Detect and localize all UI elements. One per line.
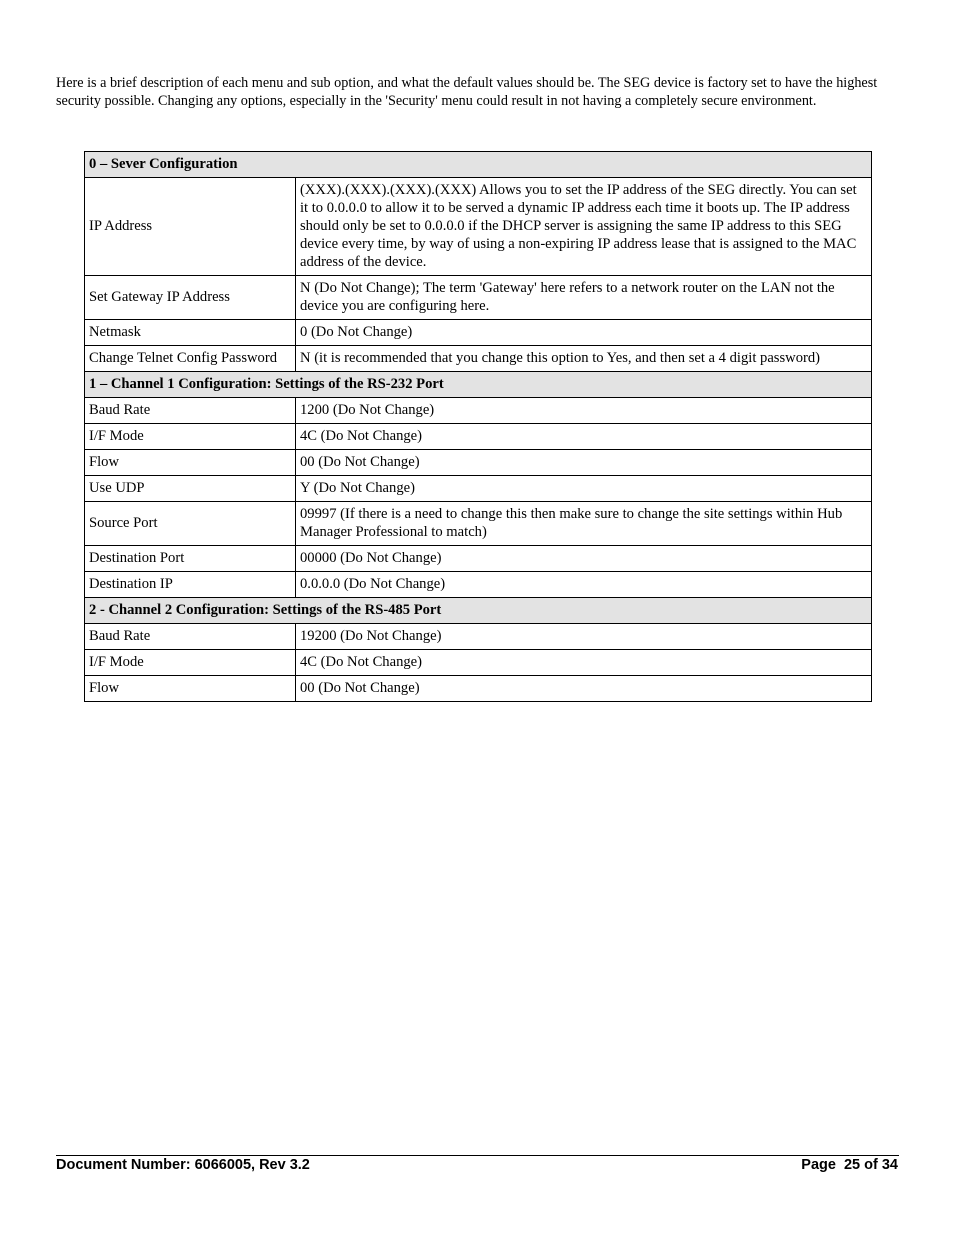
table-row — [85, 502, 872, 546]
setting-value: 19200 (Do Not Change) — [296, 624, 872, 650]
document-number: Document Number: 6066005, Rev 3.2 — [56, 1157, 310, 1173]
footer-divider — [56, 1155, 899, 1156]
setting-label: Source Port — [85, 502, 296, 546]
setting-value: 4C (Do Not Change) — [296, 424, 872, 450]
page-number: Page 25 of 34 — [801, 1157, 898, 1173]
setting-value: Y (Do Not Change) — [296, 476, 872, 502]
section-header-row — [85, 598, 872, 624]
setting-value: 0.0.0.0 (Do Not Change) — [296, 572, 872, 598]
table-row — [85, 650, 872, 676]
table-row — [85, 424, 872, 450]
section-header-row — [85, 152, 872, 178]
configuration-table — [84, 151, 872, 702]
setting-value: 00 (Do Not Change) — [296, 450, 872, 476]
table-row — [85, 624, 872, 650]
setting-label: Netmask — [85, 320, 296, 346]
setting-label: Change Telnet Config Password — [85, 346, 296, 372]
setting-label: Set Gateway IP Address — [85, 276, 296, 320]
table-row — [85, 676, 872, 702]
setting-value: 1200 (Do Not Change) — [296, 398, 872, 424]
setting-value: 00 (Do Not Change) — [296, 676, 872, 702]
setting-label: Flow — [85, 450, 296, 476]
setting-label: Destination Port — [85, 546, 296, 572]
setting-value: 09997 (If there is a need to change this then make sure to change the site settings within Hub Manager Professional to match) — [296, 502, 872, 546]
section-title: 1 – Channel 1 Configuration: Settings of the RS-232 Port — [85, 372, 872, 398]
setting-value: N (Do Not Change); The term 'Gateway' here refers to a network router on the LAN not the device you are configuring here. — [296, 276, 872, 320]
table-row — [85, 398, 872, 424]
table-row — [85, 546, 872, 572]
setting-label: I/F Mode — [85, 650, 296, 676]
table-row — [85, 476, 872, 502]
section-title: 0 – Sever Configuration — [85, 152, 872, 178]
section-header-row — [85, 372, 872, 398]
setting-label: Flow — [85, 676, 296, 702]
setting-value: 0 (Do Not Change) — [296, 320, 872, 346]
setting-value: 4C (Do Not Change) — [296, 650, 872, 676]
setting-label: Destination IP — [85, 572, 296, 598]
table-row — [85, 178, 872, 276]
setting-label: IP Address — [85, 178, 296, 276]
intro-paragraph: Here is a brief description of each menu and sub option, and what the default values should be. The SEG device is factory set to have the highest security possible. Changing any options, especially in the 'Security' menu could result in not having a completely secure environment. — [56, 75, 878, 109]
setting-value: 00000 (Do Not Change) — [296, 546, 872, 572]
setting-label: I/F Mode — [85, 424, 296, 450]
table-row — [85, 276, 872, 320]
table-row — [85, 346, 872, 372]
setting-label: Use UDP — [85, 476, 296, 502]
setting-value: (XXX).(XXX).(XXX).(XXX) Allows you to set the IP address of the SEG directly. You can set it to 0.0.0.0 to allow it to be served a dynamic IP address each time it boots up. The IP address should only be set to 0.0.0.0 if the DHCP server is assigning the same IP address to this SEG device every time, by way of using a non-expiring IP address lease that is assigned to the MAC address of the device. — [296, 178, 872, 276]
setting-label: Baud Rate — [85, 624, 296, 650]
table-row — [85, 450, 872, 476]
setting-label: Baud Rate — [85, 398, 296, 424]
setting-value: N (it is recommended that you change this option to Yes, and then set a 4 digit password) — [296, 346, 872, 372]
table-row — [85, 572, 872, 598]
table-row — [85, 320, 872, 346]
section-title: 2 - Channel 2 Configuration: Settings of the RS-485 Port — [85, 598, 872, 624]
